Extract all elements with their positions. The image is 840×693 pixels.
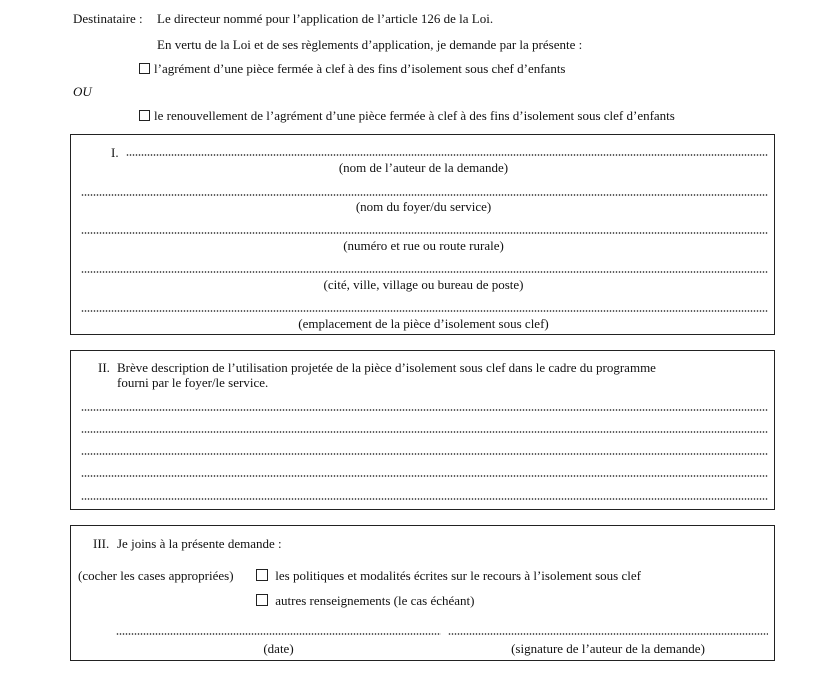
author-name-caption: (nom de l’auteur de la demande) — [338, 160, 509, 175]
approval-checkbox[interactable] — [139, 63, 150, 74]
section-3-box — [70, 525, 775, 661]
description-line-5[interactable] — [81, 498, 768, 500]
author-name-field[interactable] — [126, 154, 768, 156]
or-label: OU — [73, 84, 92, 99]
signature-field[interactable] — [448, 633, 768, 635]
recipient-label: Destinataire : — [73, 11, 143, 26]
renewal-option-label: le renouvellement de l’agrément d’une pièce fermée à clef à des fins d’isolement sous clef d’enfants — [154, 108, 675, 123]
home-name-field[interactable] — [81, 194, 768, 196]
section-2-line2: fourni par le foyer/le service. — [117, 375, 269, 390]
city-caption: (cité, ville, village ou bureau de poste) — [323, 277, 524, 292]
description-line-3[interactable] — [81, 453, 768, 455]
approval-option-label: l’agrément d’une pièce fermée à clef à des fins d’isolement sous chef d’enfants — [154, 61, 566, 76]
other-info-option — [256, 593, 474, 609]
signature-caption: (signature de l’auteur de la demande) — [511, 641, 705, 656]
checkbox-instruction: (cocher les cases appropriées) — [78, 568, 234, 583]
other-info-option-label: autres renseignements (le cas échéant) — [275, 593, 475, 608]
date-caption: (date) — [263, 641, 294, 656]
street-caption: (numéro et rue ou route rurale) — [343, 238, 504, 253]
request-intro: En vertu de la Loi et de ses règlements d’application, je demande par la présente : — [157, 37, 583, 52]
section-1-number: I. — [111, 145, 119, 160]
section-3-number: III. — [93, 536, 110, 551]
room-location-caption: (emplacement de la pièce d’isolement sous clef) — [298, 316, 549, 331]
description-line-4[interactable] — [81, 475, 768, 477]
renewal-option — [139, 108, 675, 124]
renewal-checkbox[interactable] — [139, 110, 150, 121]
section-3-heading: Je joins à la présente demande : — [117, 536, 282, 551]
policies-option — [256, 568, 641, 584]
section-2-line1: Brève description de l’utilisation projetée de la pièce d’isolement sous clef dans le cadre du programme — [117, 360, 656, 375]
section-1-box — [70, 134, 775, 335]
street-field[interactable] — [81, 232, 768, 234]
home-name-caption: (nom du foyer/du service) — [355, 199, 492, 214]
policies-option-label: les politiques et modalités écrites sur le recours à l’isolement sous clef — [275, 568, 641, 583]
section-2-number: II. — [98, 360, 110, 375]
room-location-field[interactable] — [81, 310, 768, 312]
policies-checkbox[interactable] — [256, 569, 268, 581]
description-line-2[interactable] — [81, 431, 768, 433]
city-field[interactable] — [81, 271, 768, 273]
description-line-1[interactable] — [81, 409, 768, 411]
other-info-checkbox[interactable] — [256, 594, 268, 606]
date-field[interactable] — [116, 633, 441, 635]
approval-option — [139, 61, 566, 77]
section-2-box — [70, 350, 775, 510]
recipient-text: Le directeur nommé pour l’application de l’article 126 de la Loi. — [157, 11, 494, 26]
